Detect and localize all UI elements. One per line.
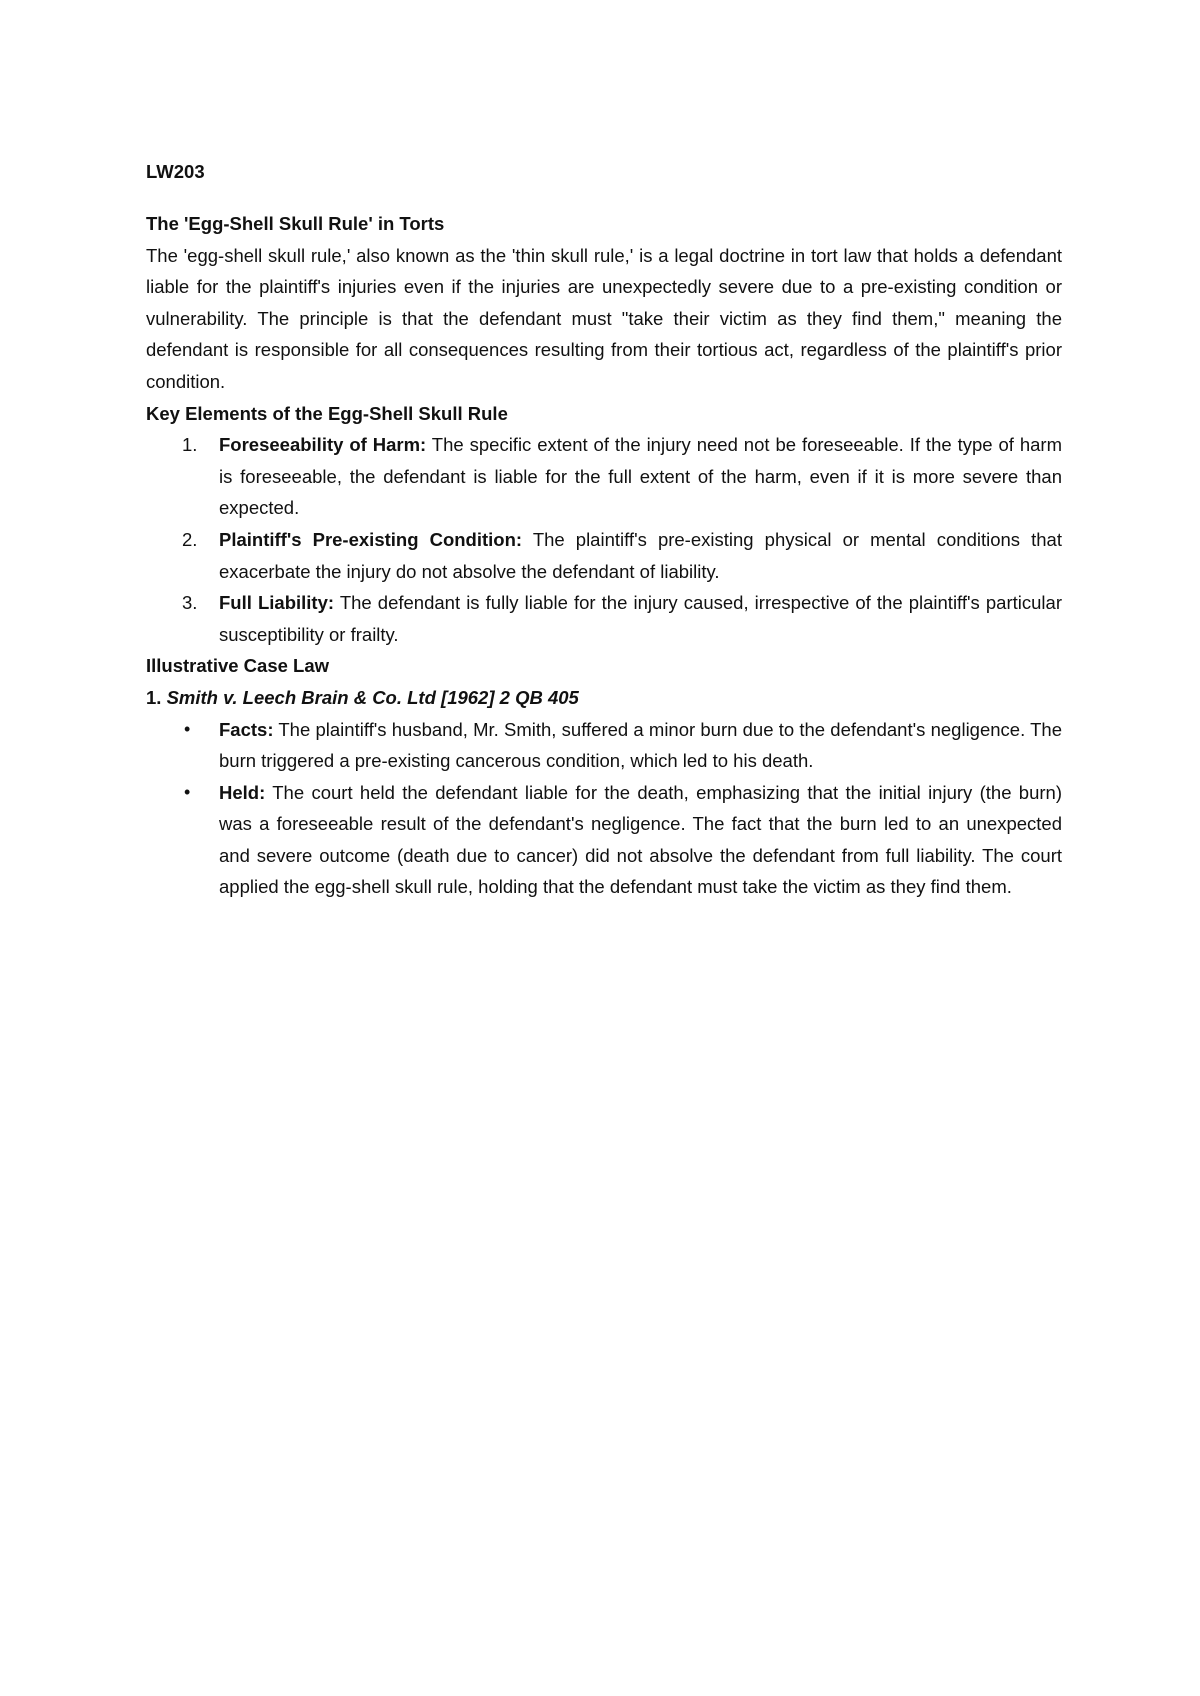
course-code: LW203 [146,161,205,182]
list-number: 3. [182,592,198,614]
case-name: Smith v. Leech Brain & Co. Ltd [1962] 2 QB 405 [166,686,579,708]
key-elements-heading: Key Elements of the Egg-Shell Skull Rule [146,402,508,424]
point-text: The plaintiff's husband, Mr. Smith, suffered a minor burn due to the defendant's negligence. The burn triggered a pre-existing cancerous condition, which led to his death. [219,718,1062,772]
key-element-item [146,429,1062,524]
case-title [146,682,1062,714]
case-number: 1. [146,686,167,708]
bullet-icon: • [184,781,191,802]
element-text: The specific extent of the injury need not be foreseeable. If the type of harm is foreseeable, the defendant is liable for the full extent of the harm, even if it is more severe than expected. [219,434,1062,519]
document-title: The 'Egg-Shell Skull Rule' in Torts [146,213,445,234]
key-element-item [146,524,1062,587]
case-point-item [146,714,1062,777]
point-text: The court held the defendant liable for the death, emphasizing that the initial injury (the burn) was a foreseeable result of the defendant's negligence. The fact that the burn led to an unexpected and severe outcome (death due to cancer) did not absolve the defendant from full liability. The court applied the egg-shell skull rule, holding that the defendant must take the victim as they find them. [219,781,1062,898]
spacer [146,194,1062,208]
element-term: Foreseeability of Harm: [219,434,427,456]
case-points-list [146,714,1062,904]
point-term: Facts: [219,718,274,740]
element-text: The plaintiff's pre-existing physical or mental conditions that exacerbate the injury do not absolve the defendant of liability. [219,528,1062,582]
intro-paragraph: The 'egg-shell skull rule,' also known as the 'thin skull rule,' is a legal doctrine in tort law that holds a defendant liable for the plaintiff's injuries even if the injuries are unexpectedly severe due to a pre-existing condition or vulnerability. The principle is that the defendant must "take their victim as they find them," meaning the defendant is responsible for all consequences resulting from their tortious act, regardless of the plaintiff's prior condition. [146,244,1062,392]
element-term: Full Liability: [219,592,335,614]
element-text: The defendant is fully liable for the injury caused, irrespective of the plaintiff's particular susceptibility or frailty. [219,592,1062,645]
list-number: 2. [182,528,198,550]
list-number: 1. [182,434,198,456]
case-point-item [146,777,1062,903]
bullet-icon: • [184,718,191,739]
case-law-heading: Illustrative Case Law [146,655,330,677]
document-page [146,150,1062,903]
point-term: Held: [219,781,266,803]
element-term: Plaintiff's Pre-existing Condition: [219,528,523,550]
key-elements-list [146,429,1062,650]
key-element-item [146,587,1062,650]
